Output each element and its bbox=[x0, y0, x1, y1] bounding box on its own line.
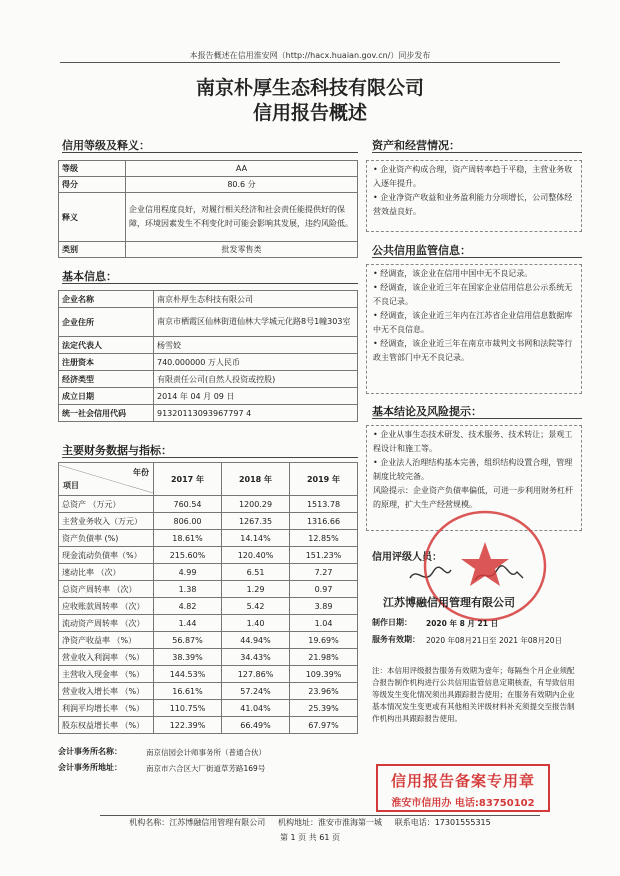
table-row bbox=[59, 632, 358, 649]
table-row bbox=[59, 308, 358, 337]
finance-item-name: 主营业务收入（万元） bbox=[59, 513, 154, 530]
finance-value: 21.98% bbox=[290, 649, 358, 666]
meaning-value: 企业信用程度良好，对履行相关经济和社会责任能提供好的保障，环境因素发生不利变化时可能会影响其发展，违约风险低。 bbox=[126, 193, 358, 242]
meaning-label: 释义 bbox=[59, 193, 126, 242]
finance-value: 0.97 bbox=[290, 581, 358, 598]
header-corner bbox=[59, 463, 154, 496]
finance-table bbox=[58, 462, 358, 734]
table-row bbox=[59, 700, 358, 717]
basic-section-title: 基本信息： bbox=[62, 270, 117, 283]
company-name-value: 南京朴厚生态科技有限公司 bbox=[154, 291, 358, 308]
supervision-box bbox=[366, 264, 582, 394]
finance-value: 57.24% bbox=[222, 683, 290, 700]
supervision-section-title: 公共信用监管信息： bbox=[372, 244, 471, 257]
rating-label: 等级 bbox=[59, 161, 126, 177]
list-item: • 经调查，该企业近三年在南京市裁判文书网和法院等行政主管部门中无不良记录。 bbox=[373, 339, 573, 362]
finance-item-name: 流动资产周转率 （次） bbox=[59, 615, 154, 632]
accounting-addr-label: 会计事务所地址： bbox=[58, 763, 122, 772]
report-title: 信用报告概述 bbox=[252, 102, 367, 124]
econ-type-value: 有限责任公司(自然人投资或控股) bbox=[154, 371, 358, 388]
finance-value: 1.40 bbox=[222, 615, 290, 632]
bottom-divider bbox=[100, 815, 540, 816]
finance-value: 41.04% bbox=[222, 700, 290, 717]
capital-label: 注册资本 bbox=[59, 354, 154, 371]
finance-value: 23.96% bbox=[290, 683, 358, 700]
period-label: 服务有效期： bbox=[372, 635, 420, 644]
rating-table bbox=[58, 160, 358, 258]
finance-item-name: 净资产收益率 （%） bbox=[59, 632, 154, 649]
supervision-divider bbox=[372, 257, 582, 258]
year-header: 年份 bbox=[133, 468, 149, 477]
finance-item-name: 营业收入利润率 （%） bbox=[59, 649, 154, 666]
table-row bbox=[59, 337, 358, 354]
finance-item-name: 总资产周转率 （次） bbox=[59, 581, 154, 598]
org-addr: 淮安市淮海第一城 bbox=[318, 818, 382, 827]
table-row bbox=[59, 496, 358, 513]
finance-value: 151.23% bbox=[290, 547, 358, 564]
date-value: 2020 年 8 月 21 日 bbox=[426, 619, 499, 628]
rating-company: 江苏博融信用管理有限公司 bbox=[383, 596, 515, 609]
address-value: 南京市栖霞区仙林街道仙林大学城元化路8号1幢303室 bbox=[154, 308, 358, 337]
econ-type-label: 经济类型 bbox=[59, 371, 154, 388]
validity-note: 注：本信用评级报告服务有效期为壹年；每隔叁个月企业须配合报告制作机构进行公共信用监管信息定期核查，有导致信用等级发生变化情况须出具跟踪报告使用；在服务有效期内企业基本情况发生变更或有其他相关评级材料补充须提交至报告制作机构出具跟踪报告使用。 bbox=[372, 666, 575, 723]
finance-item-name: 总资产 （万元） bbox=[59, 496, 154, 513]
table-row bbox=[59, 530, 358, 547]
stamp-line-1: 信用报告备案专用章 bbox=[390, 772, 535, 790]
finance-value: 1513.78 bbox=[290, 496, 358, 513]
address-label: 企业住所 bbox=[59, 308, 154, 337]
footer-info bbox=[0, 817, 620, 828]
legal-rep-value: 杨雪姣 bbox=[154, 337, 358, 354]
item-header: 项目 bbox=[63, 481, 79, 490]
org-name: 江苏博融信用管理有限公司 bbox=[169, 818, 266, 827]
rating-divider bbox=[62, 152, 358, 153]
finance-value: 6.51 bbox=[222, 564, 290, 581]
finance-value: 1316.66 bbox=[290, 513, 358, 530]
operation-section-title: 资产和经营情况： bbox=[372, 139, 460, 152]
table-row bbox=[59, 177, 358, 193]
score-value: 80.6 分 bbox=[126, 177, 358, 193]
table-row bbox=[59, 388, 358, 405]
company-name-label: 企业名称 bbox=[59, 291, 154, 308]
list-item: • 经调查，该企业近三年在国家企业信用信息公示系统无不良记录。 bbox=[373, 283, 573, 306]
finance-value: 1.29 bbox=[222, 581, 290, 598]
table-row bbox=[59, 354, 358, 371]
table-row bbox=[59, 666, 358, 683]
legal-rep-label: 法定代表人 bbox=[59, 337, 154, 354]
finance-item-name: 营业收入增长率 （%） bbox=[59, 683, 154, 700]
finance-value: 67.97% bbox=[290, 717, 358, 734]
table-row bbox=[59, 717, 358, 734]
table-row bbox=[59, 547, 358, 564]
finance-value: 1200.29 bbox=[222, 496, 290, 513]
table-row bbox=[59, 649, 358, 666]
list-item: • 企业法人治理结构基本完善，组织结构设置合理，管理制度比较完备。 bbox=[373, 458, 573, 481]
finance-item-name: 主营收入现金率 （%） bbox=[59, 666, 154, 683]
founded-value: 2014 年 04 月 09 日 bbox=[154, 388, 358, 405]
finance-value: 34.43% bbox=[222, 649, 290, 666]
category-value: 批发零售类 bbox=[126, 242, 358, 258]
table-row bbox=[59, 564, 358, 581]
list-item: • 企业资产构成合理，资产周转率趋于平稳，主营业务收入逐年提升。 bbox=[373, 165, 573, 188]
finance-value: 144.53% bbox=[154, 666, 222, 683]
finance-value: 19.69% bbox=[290, 632, 358, 649]
finance-item-name: 应收账款周转率 （次） bbox=[59, 598, 154, 615]
table-header-row bbox=[59, 463, 358, 496]
rating-section-title: 信用等级及释义： bbox=[62, 139, 150, 152]
finance-value: 1.38 bbox=[154, 581, 222, 598]
finance-value: 12.85% bbox=[290, 530, 358, 547]
finance-value: 806.00 bbox=[154, 513, 222, 530]
capital-value: 740.000000 万人民币 bbox=[154, 354, 358, 371]
table-row bbox=[59, 598, 358, 615]
finance-value: 25.39% bbox=[290, 700, 358, 717]
finance-value: 3.89 bbox=[290, 598, 358, 615]
phone: 17301555315 bbox=[434, 818, 491, 827]
finance-value: 44.94% bbox=[222, 632, 290, 649]
risk-note: 风险提示：企业资产负债率偏低，可进一步利用财务杠杆的原理，扩大生产经营规模。 bbox=[373, 486, 573, 509]
finance-value: 4.99 bbox=[154, 564, 222, 581]
accounting-addr-value: 南京市六合区大厂街道草芳路169号 bbox=[146, 764, 266, 773]
finance-value: 1267.35 bbox=[222, 513, 290, 530]
finance-value: 110.75% bbox=[154, 700, 222, 717]
org-addr-label: 机构地址： bbox=[278, 818, 318, 827]
rater-label: 信用评级人员： bbox=[372, 552, 442, 563]
table-row bbox=[59, 513, 358, 530]
table-row bbox=[59, 405, 358, 422]
basic-info-table bbox=[58, 290, 358, 422]
table-row bbox=[59, 291, 358, 308]
founded-label: 成立日期 bbox=[59, 388, 154, 405]
company-title: 南京朴厚生态科技有限公司 bbox=[195, 77, 424, 99]
finance-value: 127.86% bbox=[222, 666, 290, 683]
finance-value: 1.44 bbox=[154, 615, 222, 632]
publish-note: 本报告概述在信用淮安网（http://hacx.huaian.gov.cn/）同步发布 bbox=[189, 51, 431, 60]
credit-code-label: 统一社会信用代码 bbox=[59, 405, 154, 422]
table-row bbox=[59, 581, 358, 598]
table-row bbox=[59, 371, 358, 388]
page-number: 第 1 页 共 61 页 bbox=[280, 833, 340, 842]
finance-value: 56.87% bbox=[154, 632, 222, 649]
finance-section-title: 主要财务数据与指标： bbox=[62, 444, 172, 457]
finance-value: 18.61% bbox=[154, 530, 222, 547]
finance-value: 16.61% bbox=[154, 683, 222, 700]
basic-divider bbox=[62, 283, 358, 284]
category-label: 类别 bbox=[59, 242, 126, 258]
accounting-firm-label: 会计事务所名称： bbox=[58, 747, 122, 756]
list-item: • 经调查，该企业在信用中国中无不良记录。 bbox=[373, 269, 533, 278]
table-row bbox=[59, 161, 358, 177]
finance-value: 4.82 bbox=[154, 598, 222, 615]
phone-label: 联系电话： bbox=[394, 818, 435, 827]
org-name-label: 机构名称： bbox=[129, 818, 170, 827]
period-value: 2020 年08月21日至 2021 年08月20日 bbox=[426, 636, 562, 645]
credit-code-value: 91320113093967797 4 bbox=[154, 405, 358, 422]
finance-value: 120.40% bbox=[222, 547, 290, 564]
filing-stamp bbox=[376, 764, 550, 812]
operation-box bbox=[366, 160, 582, 232]
year-col-2017: 2017 年 bbox=[154, 463, 222, 496]
finance-divider bbox=[62, 457, 358, 458]
rating-value: AA bbox=[126, 161, 358, 177]
operation-divider bbox=[372, 152, 582, 153]
finance-value: 38.39% bbox=[154, 649, 222, 666]
finance-value: 760.54 bbox=[154, 496, 222, 513]
finance-value: 14.14% bbox=[222, 530, 290, 547]
finance-item-name: 资产负债率 (%) bbox=[59, 530, 154, 547]
year-col-2018: 2018 年 bbox=[222, 463, 290, 496]
list-item: • 经调查，该企业近三年内在江苏省企业信用信息数据库中无不良信息。 bbox=[373, 311, 573, 334]
list-item: • 企业净资产收益和业务盈利能力分项增长，公司整体经营效益良好。 bbox=[373, 193, 573, 216]
finance-value: 5.42 bbox=[222, 598, 290, 615]
date-label: 制作日期： bbox=[372, 618, 412, 627]
finance-item-name: 速动比率 （次） bbox=[59, 564, 154, 581]
table-row bbox=[59, 193, 358, 242]
finance-item-name: 现金流动负债率（%） bbox=[59, 547, 154, 564]
table-row bbox=[59, 683, 358, 700]
finance-value: 122.39% bbox=[154, 717, 222, 734]
conclusion-divider bbox=[372, 418, 582, 419]
conclusion-section-title: 基本结论及风险提示： bbox=[372, 405, 482, 418]
finance-value: 215.60% bbox=[154, 547, 222, 564]
finance-value: 109.39% bbox=[290, 666, 358, 683]
table-row bbox=[59, 242, 358, 258]
finance-value: 1.04 bbox=[290, 615, 358, 632]
list-item: • 企业从事生态技术研发、技术服务、技术转让；景观工程设计和施工等。 bbox=[373, 430, 573, 453]
top-divider bbox=[60, 62, 560, 63]
finance-value: 66.49% bbox=[222, 717, 290, 734]
finance-value: 7.27 bbox=[290, 564, 358, 581]
year-col-2019: 2019 年 bbox=[290, 463, 358, 496]
accounting-firm-value: 南京信园会计师事务所（普通合伙） bbox=[146, 748, 266, 757]
finance-item-name: 股东权益增长率 （%） bbox=[59, 717, 154, 734]
score-label: 得分 bbox=[59, 177, 126, 193]
finance-item-name: 利润平均增长率 （%） bbox=[59, 700, 154, 717]
table-row bbox=[59, 615, 358, 632]
stamp-line-2: 淮安市信用办 电话:83750102 bbox=[391, 798, 535, 809]
